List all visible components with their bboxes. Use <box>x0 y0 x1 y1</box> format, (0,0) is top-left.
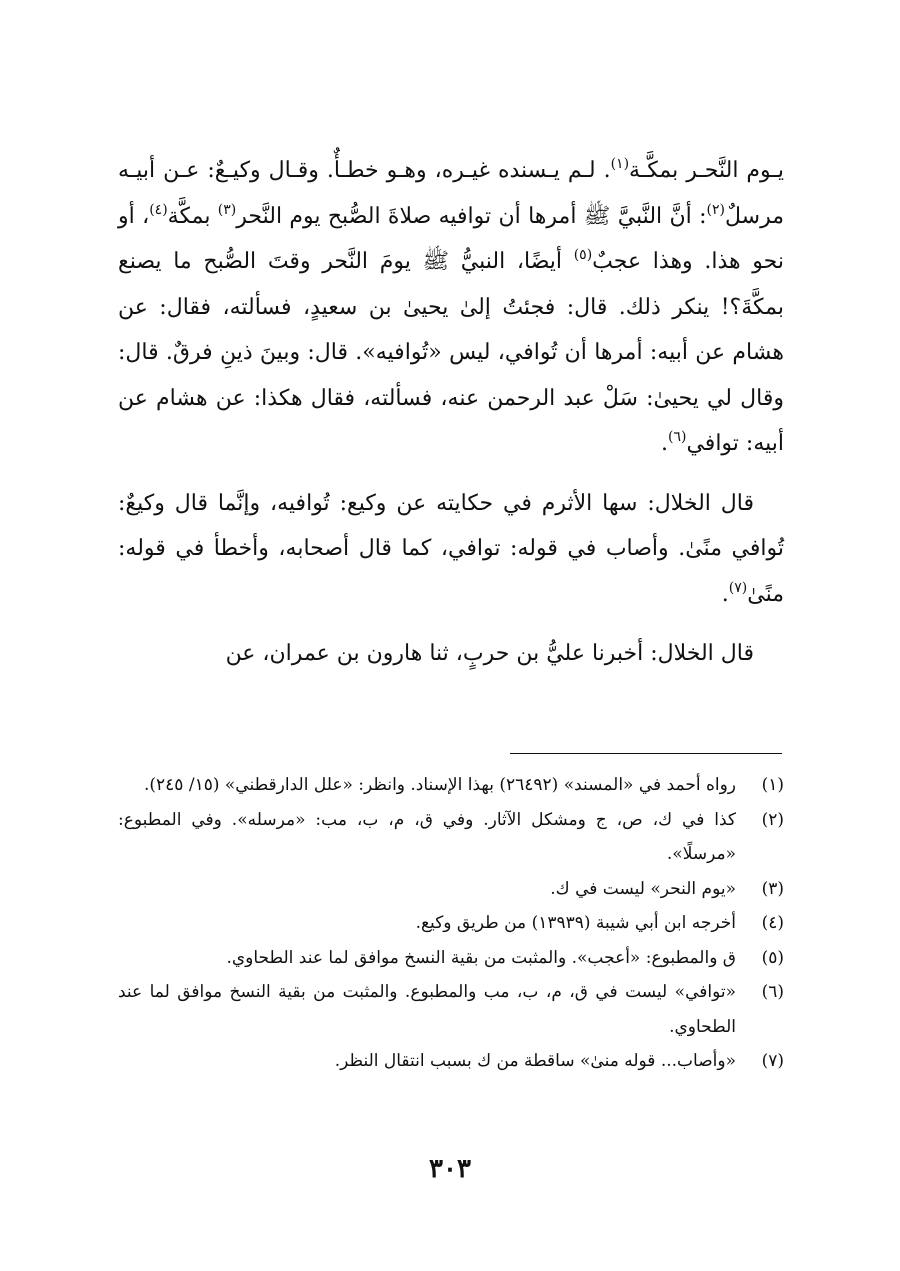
footnote-number: (٧) <box>761 1051 784 1071</box>
footnote <box>118 803 784 872</box>
footnote-text: رواه أحمد في «المسند» (٢٦٤٩٢) بهذا الإسناد. وانظر: «علل الدارقطني» (١٥/ ٢٤٥). <box>144 775 736 795</box>
footnote-text: «توافي» ليست في ق، م، ب، مب والمطبوع. والمثبت من بقية النسخ موافق لما عند الطحاوي. <box>118 982 736 1037</box>
footnote-ref-5[interactable]: (٥) <box>573 247 593 263</box>
text-run: . <box>721 581 729 607</box>
footnote-number: (٢) <box>761 809 784 830</box>
footnote <box>118 906 784 941</box>
footnote-text: كذا في ك، ص، ج ومشكل الآثار. وفي ق، م، ب، مب: «مرسله». وفي المطبوع: «مرسلًا». <box>118 809 736 864</box>
footnote-separator <box>510 753 782 754</box>
footnote-text: ق والمطبوع: «أعجب». والمثبت من بقية النسخ موافق لما عند الطحاوي. <box>226 947 736 968</box>
footnote-text: أخرجه ابن أبي شيبة (١٣٩٣٩) من طريق وكيع. <box>415 913 736 933</box>
footnote-number: (٦) <box>761 982 784 1002</box>
main-text <box>118 148 784 677</box>
footnote-text: «وأصاب... قوله منىٰ» ساقطة من ك بسبب انتقال النظر. <box>334 1051 736 1071</box>
footnote <box>118 941 784 976</box>
text-run: أيضًا، النبيُّ ﷺ يومَ النَّحر وقتَ الصُّبح ما يصنع بمكَّةَ؟! ينكر ذلك. قال: فجئتُ إلىٰ يحيىٰ بن سعيدٍ، فسألته، فقال: عن هشام عن أبيه: أمرها أن تُوافي، ليس «تُوافيه». قال: وبينَ ذينِ فرقٌ. قال: وقال لي يحيىٰ: سَلْ عبد الرحمن عنه، فسألته، فقال هكذا: عن هشام عن أبيه: توافي <box>118 249 784 456</box>
footnote-number: (٣) <box>761 878 784 899</box>
text-run: ، أو نحو هذا. وهذا عجبٌ <box>118 203 784 274</box>
footnote-text: «يوم النحر» ليست في ك. <box>550 878 736 899</box>
footnote <box>118 1044 784 1079</box>
footnote-ref-4[interactable]: (٤) <box>149 201 168 218</box>
paragraph-2 <box>118 481 784 618</box>
footnote-number: (٤) <box>761 913 784 933</box>
paragraph-3 <box>118 631 784 677</box>
footnote <box>118 872 784 907</box>
text-run: بمكَّة <box>167 203 218 229</box>
footnote-ref-6[interactable]: (٦) <box>668 429 687 445</box>
text-run: . <box>661 431 668 456</box>
footnote-ref-7[interactable]: (٧) <box>728 579 748 596</box>
text-run: : أنَّ النَّبيَّ ﷺ أمرها أن توافيه صلاةَ الصُّبح يوم النَّحر <box>236 203 707 229</box>
footnote-number: (١) <box>761 775 784 795</box>
footnote-ref-2[interactable]: (٢) <box>706 201 725 218</box>
footnotes <box>118 768 784 1079</box>
footnote-ref-1[interactable]: (١) <box>610 156 630 172</box>
text-run: قال الخلال: سها الأثرم في حكايته عن وكيع: تُوافيه، وإنَّما قال وكيعٌ: تُوافي منًىٰ. وأصاب في قوله: توافي، كما قال أصحابه، وأخطأ في قوله: منًىٰ <box>118 490 784 607</box>
footnote-number: (٥) <box>761 947 784 968</box>
text-run: قال الخلال: أخبرنا عليُّ بن حربٍ، ثنا هارون بن عمران، عن <box>225 641 754 666</box>
page-number: ٣٠٣ <box>429 1154 471 1184</box>
text-run: . لـم يـسنده غيـره، وهـو خطـأٌ. وقـال وكيـعٌ: عـن أبيـه مرسلٌ <box>118 158 785 229</box>
footnote <box>118 768 784 803</box>
text-run: يـوم النَّحـر بمكَّـة <box>629 158 784 183</box>
paragraph-1 <box>118 148 784 467</box>
footnote <box>118 975 784 1044</box>
footnote-ref-3[interactable]: (٣) <box>217 201 237 218</box>
